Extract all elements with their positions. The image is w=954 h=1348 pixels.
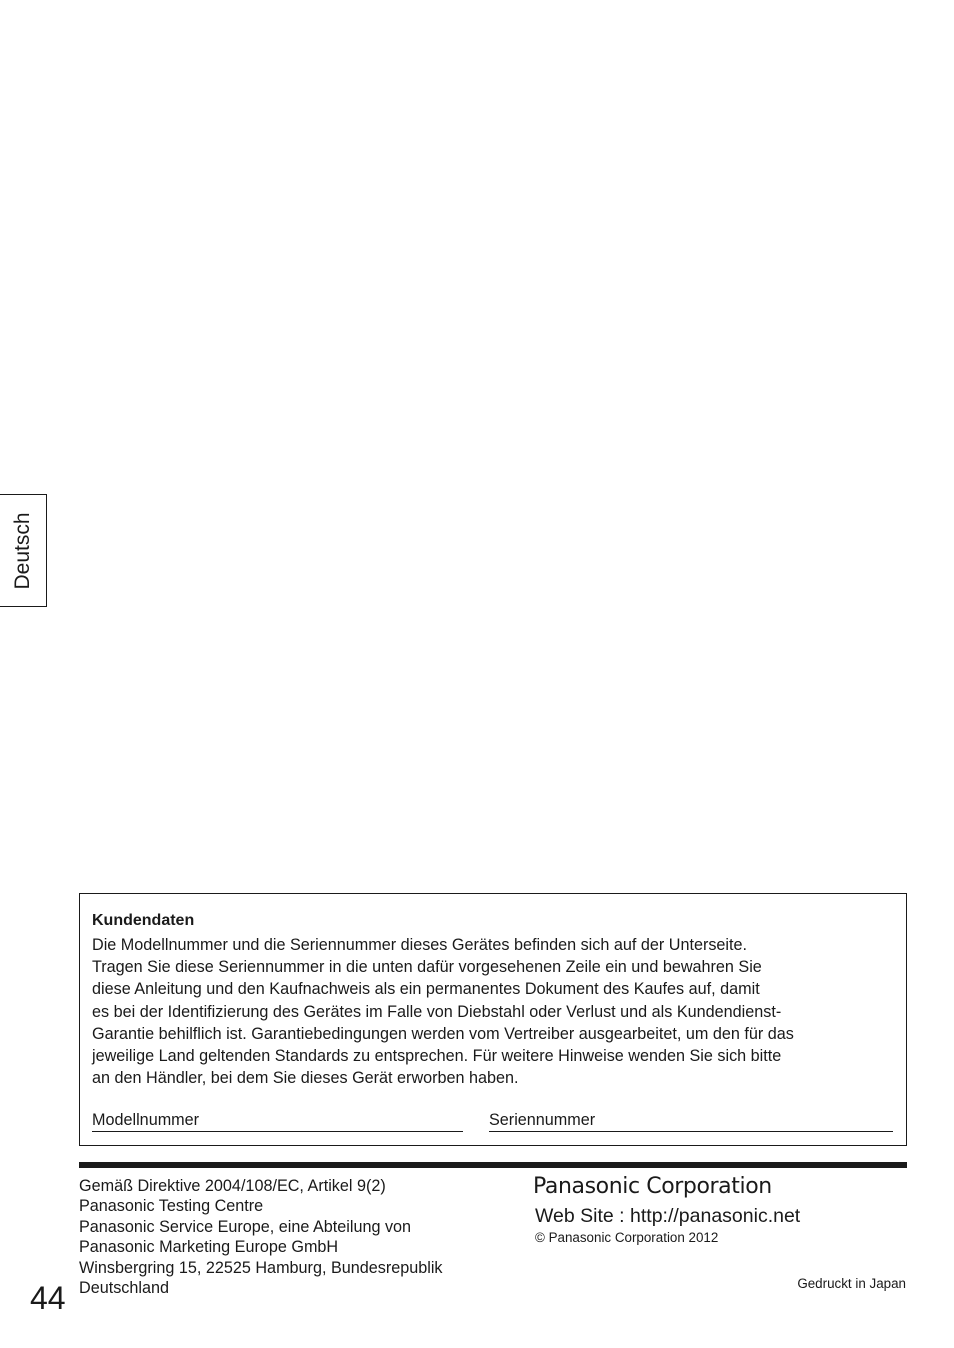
customer-record-line: Garantie behilflich ist. Garantiebedingungen werden vom Vertreiber ausgearbeitet, um den für das	[92, 1024, 794, 1043]
printed-in-text: Gedruckt in Japan	[797, 1276, 906, 1291]
customer-record-line: diese Anleitung und den Kaufnachweis als ein permanentes Dokument des Kaufes auf, damit	[92, 980, 760, 999]
model-number-field	[92, 1110, 463, 1132]
customer-record-text	[92, 934, 900, 1089]
page-number: 44	[30, 1280, 66, 1316]
language-tab	[0, 494, 47, 607]
model-number-label: Modellnummer	[92, 1111, 200, 1129]
directive-line: Panasonic Service Europe, eine Abteilung von	[79, 1217, 412, 1236]
language-tab-label: Deutsch	[11, 511, 34, 590]
directive-line: Panasonic Marketing Europe GmbH	[79, 1238, 339, 1257]
corporation-name: Panasonic Corporation	[533, 1174, 772, 1199]
website-text: Web Site : http://panasonic.net	[535, 1205, 801, 1227]
directive-line: Panasonic Testing Centre	[79, 1197, 264, 1216]
footer-divider	[79, 1162, 907, 1168]
copyright-text: © Panasonic Corporation 2012	[535, 1230, 719, 1245]
directive-line: Gemäß Direktive 2004/108/EC, Artikel 9(2)	[79, 1177, 386, 1195]
customer-record-line: jeweilige Land geltenden Standards zu entsprechen. Für weitere Hinweise wenden Sie sich bitte	[92, 1047, 782, 1066]
serial-number-label: Seriennummer	[489, 1111, 596, 1129]
customer-record-line: Tragen Sie diese Seriennummer in die unten dafür vorgesehenen Zeile ein und bewahren Sie	[92, 958, 762, 977]
directive-line: Winsbergring 15, 22525 Hamburg, Bundesrepublik	[79, 1258, 443, 1277]
customer-record-line: an den Händler, bei dem Sie dieses Gerät erworben haben.	[92, 1069, 519, 1088]
customer-record-box	[79, 893, 907, 1146]
customer-record-line: Die Modellnummer und die Seriennummer dieses Gerätes befinden sich auf der Unterseite.	[92, 936, 748, 954]
customer-record-line: es bei der Identifizierung des Gerätes im Falle von Diebstahl oder Verlust und als Kundendienst-	[92, 1002, 782, 1021]
customer-record-title: Kundendaten	[92, 912, 195, 929]
serial-number-field	[489, 1110, 893, 1132]
directive-line: Deutschland	[79, 1279, 169, 1298]
directive-address-block	[79, 1176, 443, 1298]
